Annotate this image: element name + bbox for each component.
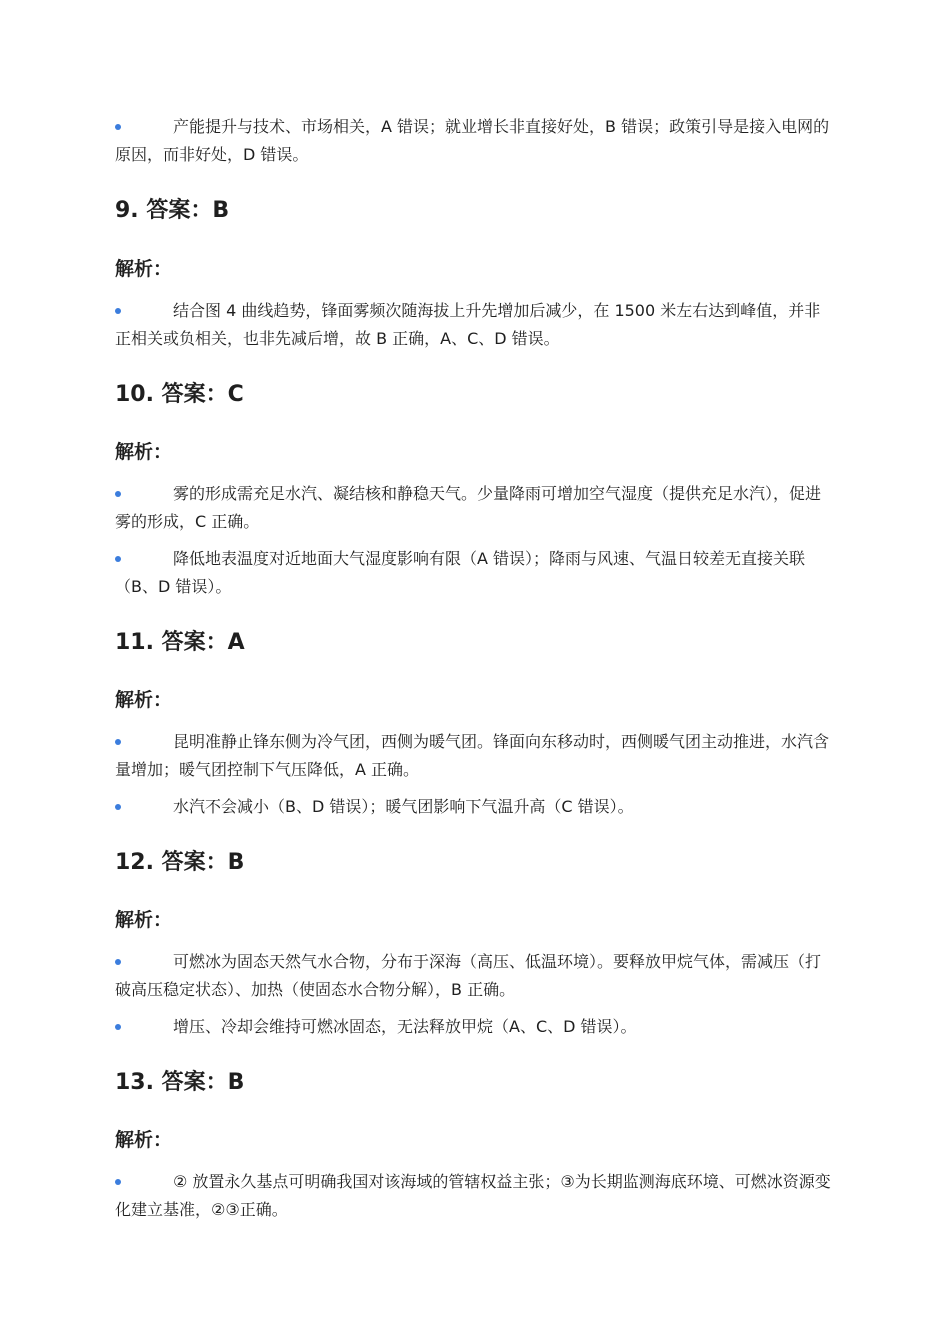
question-13-title: 13. 答案：B: [115, 1070, 245, 1095]
bullet-item: [115, 1168, 835, 1224]
bullet-dot-icon: [115, 491, 121, 497]
bullet-dot-icon: [115, 308, 121, 314]
bullet-dot-icon: [115, 1024, 121, 1030]
question-12-analysis-label: 解析：: [115, 909, 173, 931]
bullet-item: [115, 728, 835, 784]
bullet-item: [115, 1013, 835, 1041]
bullet-text: 可燃冰为固态天然气水合物，分布于深海（高压、低温环境）。要释放甲烷气体，需减压（打破高压稳定状态）、加热（使固态水合物分解），B 正确。: [115, 952, 822, 999]
question-12-title: 12. 答案：B: [115, 850, 245, 875]
bullet-item: [115, 297, 835, 353]
bullet-text: 产能提升与技术、市场相关，A 错误；就业增长非直接好处，B 错误；政策引导是接入电网的原因，而非好处，D 错误。: [115, 117, 830, 164]
bullet-item: [115, 948, 835, 1004]
bullet-text: ② 放置永久基点可明确我国对该海域的管辖权益主张；③为长期监测海底环境、可燃冰资源变化建立基准，②③正确。: [115, 1172, 831, 1219]
question-11-analysis-label: 解析：: [115, 689, 173, 711]
bullet-text: 昆明准静止锋东侧为冷气团，西侧为暖气团。锋面向东移动时，西侧暖气团主动推进，水汽含量增加；暖气团控制下气压降低，A 正确。: [115, 732, 830, 779]
bullet-item: [115, 113, 835, 169]
bullet-dot-icon: [115, 556, 121, 562]
bullet-dot-icon: [115, 739, 121, 745]
bullet-item: [115, 545, 835, 601]
bullet-dot-icon: [115, 124, 121, 130]
bullet-text: 雾的形成需充足水汽、凝结核和静稳天气。少量降雨可增加空气湿度（提供充足水汽），促进雾的形成，C 正确。: [115, 484, 822, 531]
question-9-title: 9. 答案：B: [115, 198, 230, 223]
bullet-dot-icon: [115, 959, 121, 965]
bullet-dot-icon: [115, 804, 121, 810]
question-9-analysis-label: 解析：: [115, 258, 173, 280]
bullet-item: [115, 480, 835, 536]
bullet-item: [115, 793, 835, 821]
question-11-title: 11. 答案：A: [115, 630, 245, 655]
bullet-text: 结合图 4 曲线趋势，锋面雾频次随海拔上升先增加后减少，在 1500 米左右达到峰值，并非正相关或负相关，也非先减后增，故 B 正确，A、C、D 错误。: [115, 301, 821, 348]
question-13-analysis-label: 解析：: [115, 1129, 173, 1151]
bullet-dot-icon: [115, 1179, 121, 1185]
bullet-text: 降低地表温度对近地面大气湿度影响有限（A 错误）；降雨与风速、气温日较差无直接关联（B、D 错误）。: [115, 549, 806, 596]
bullet-text: 水汽不会减小（B、D 错误）；暖气团影响下气温升高（C 错误）。: [173, 797, 634, 816]
question-10-title: 10. 答案：C: [115, 382, 244, 407]
bullet-text: 增压、冷却会维持可燃冰固态，无法释放甲烷（A、C、D 错误）。: [173, 1017, 637, 1036]
question-10-analysis-label: 解析：: [115, 441, 173, 463]
